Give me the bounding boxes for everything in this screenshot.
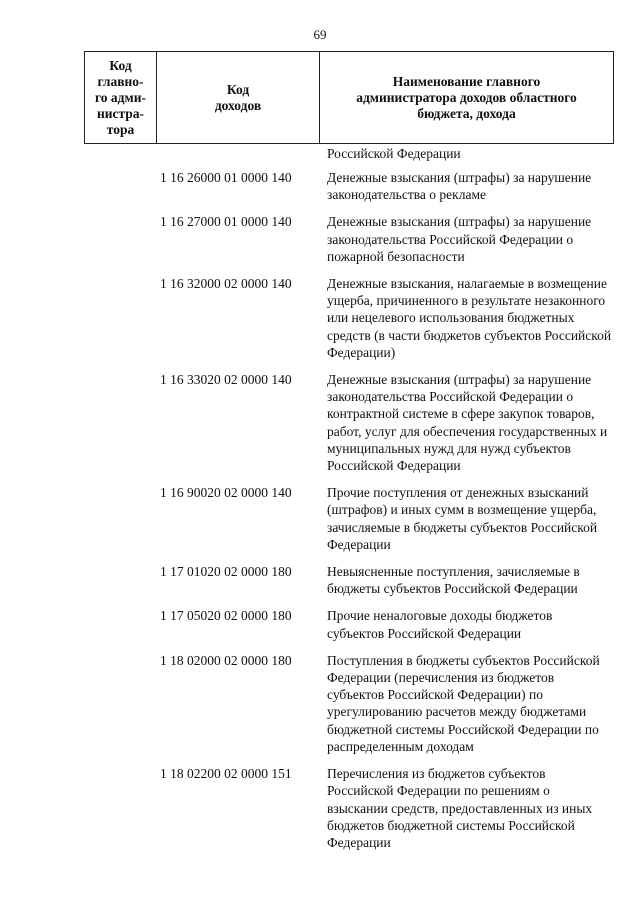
header-income-code (157, 52, 320, 143)
income-code: 1 16 33020 02 0000 140 (160, 372, 292, 388)
income-code: 1 16 32000 02 0000 140 (160, 276, 292, 292)
table-row (84, 275, 614, 361)
income-description: Прочие неналоговые доходы бюджетов субъектов Российской Федерации (327, 608, 553, 641)
income-code: 1 16 90020 02 0000 140 (160, 485, 292, 501)
income-code: 1 17 05020 02 0000 180 (160, 608, 292, 624)
header-income-code-label: Код доходов (214, 81, 262, 113)
income-code: 1 16 27000 01 0000 140 (160, 214, 292, 230)
table-row (84, 765, 614, 851)
income-description: Прочие поступления от денежных взысканий (штрафов) и иных сумм в возмещение ущерба, зачисляемые в бюджеты субъектов Российской Федерации (327, 485, 598, 552)
table-row (84, 563, 614, 597)
table-row (84, 213, 614, 265)
table-header (84, 51, 614, 144)
income-code: 1 16 26000 01 0000 140 (160, 170, 292, 185)
header-admin-code-label: Код главно- го адми- нистра- тора (95, 57, 146, 137)
income-description: Денежные взыскания, налагаемые в возмещение ущерба, причиненного в результате незаконного или нецелевого использования бюджетных средств (в части бюджетов субъектов Российской Федерации) (327, 276, 612, 360)
income-description: Денежные взыскания (штрафы) за нарушение законодательства о рекламе (327, 170, 592, 203)
income-code: 1 17 01020 02 0000 180 (160, 564, 292, 580)
income-description: Поступления в бюджеты субъектов Российской Федерации (перечисления из бюджетов субъектов Российской Федерации) по урегулированию расчетов между бюджетами бюджетной системы Российской Федерации по распределенным доходам (327, 652, 600, 754)
income-description: Перечисления из бюджетов субъектов Российской Федерации по решениям о взыскании средств, предоставленных из иных бюджетов бюджетной системы Российской Федерации (327, 766, 593, 850)
header-admin-code (85, 52, 157, 143)
table-row (84, 484, 614, 553)
income-code: 1 18 02200 02 0000 151 (160, 766, 292, 782)
continuation-text: Российской Федерации (327, 146, 461, 161)
table-row (84, 371, 614, 474)
table-body (84, 169, 614, 861)
income-description: Денежные взыскания (штрафы) за нарушение законодательства Российской Федерации о пожарной безопасности (327, 214, 592, 264)
income-code: 1 18 02000 02 0000 180 (160, 652, 292, 668)
income-description: Невыясненные поступления, зачисляемые в бюджеты субъектов Российской Федерации (327, 564, 580, 597)
header-name-label: Наименование главного администратора доходов областного бюджета, дохода (356, 73, 577, 121)
income-description: Денежные взыскания (штрафы) за нарушение законодательства Российской Федерации о контрактной системе в сфере закупок товаров, работ, услуг для обеспечения государственных и муниципальных нужд для нужд субъектов Российской Федерации (327, 372, 608, 474)
table-row (84, 607, 614, 641)
table-row (84, 652, 614, 755)
header-name (320, 52, 613, 143)
page-number: 69 (313, 27, 327, 42)
table-row (84, 169, 614, 203)
